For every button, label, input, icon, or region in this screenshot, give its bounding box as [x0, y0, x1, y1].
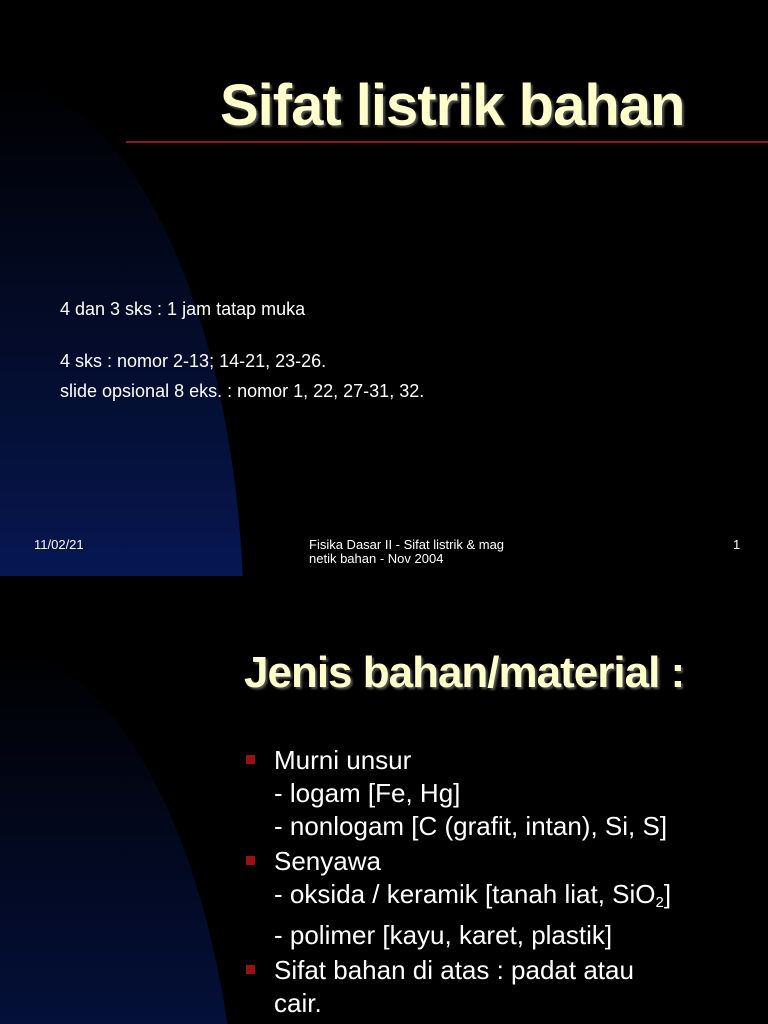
background-arc: [0, 80, 244, 576]
footer-text: [309, 538, 549, 566]
bullet-line: - polimer [kayu, karet, plastik]: [274, 920, 613, 950]
bullet-text: ]: [663, 879, 672, 909]
bullet-text: - oksida / keramik [tanah liat, SiO: [274, 879, 656, 909]
bullet-line: Murni unsur: [274, 745, 412, 775]
title-underline: [126, 141, 768, 143]
page-number: 1: [733, 537, 741, 552]
slide-2: [0, 576, 768, 1024]
bullet-line: - logam [Fe, Hg]: [274, 778, 461, 808]
bullet-line: - nonlogam [C (grafit, intan), Si, S]: [274, 811, 668, 841]
slide-title: Sifat listrik bahan: [220, 73, 685, 138]
note-line: slide opsional 8 eks. : nomor 1, 22, 27-31, 32.: [60, 381, 425, 401]
bullet-item: [246, 744, 671, 843]
footer-text-line: Fisika Dasar II - Sifat listrik & mag: [309, 537, 505, 552]
footer-date: 11/02/21: [34, 537, 84, 552]
slide-title: Jenis bahan/material :: [244, 648, 685, 697]
bullet-line: [274, 878, 671, 919]
bullet-line: cair.: [274, 988, 322, 1018]
bullet-square-icon: [246, 965, 255, 974]
bullet-list: [246, 744, 671, 1022]
note-line: 4 sks : nomor 2-13; 14-21, 23-26.: [60, 351, 327, 371]
subscript: 2: [655, 894, 664, 911]
bullet-item: [246, 954, 671, 1020]
footer-text-line: netik bahan - Nov 2004: [309, 551, 444, 566]
bullet-square-icon: [246, 856, 255, 865]
background-arc: [0, 646, 240, 1024]
note-line: 4 dan 3 sks : 1 jam tatap muka: [60, 299, 306, 319]
bullet-square-icon: [246, 755, 255, 764]
bullet-line: Senyawa: [274, 846, 381, 876]
bullet-item: [246, 845, 671, 952]
bullet-line: Sifat bahan di atas : padat atau: [274, 955, 634, 985]
